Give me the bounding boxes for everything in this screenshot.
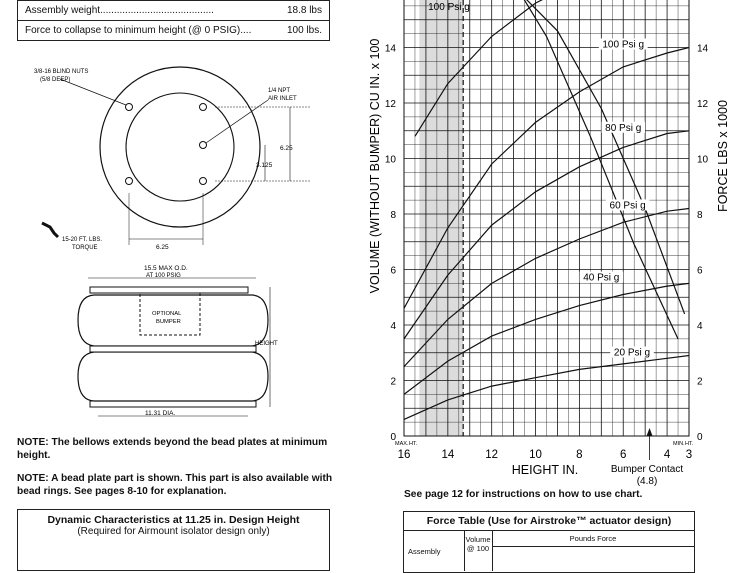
torque-label-2: TORQUE: [72, 245, 98, 251]
bumper-label: BUMPER: [156, 319, 181, 325]
series-label: 20 Psi g: [613, 347, 651, 359]
force-col-volume: [464, 531, 493, 571]
optional-label: OPTIONAL: [152, 311, 182, 317]
dia-label: 11.31 DIA.: [145, 410, 176, 417]
y-tick-label-right: 12: [697, 99, 709, 110]
spec-label: Force to collapse to minimum height (@ 0 PSIG)....: [25, 25, 252, 36]
dim-vertical-label: 6.25: [280, 145, 293, 152]
note-bellows: NOTE: The bellows extends beyond the bead plates at minimum height.: [17, 437, 328, 461]
spec-label: Assembly weight.........................................: [25, 5, 214, 16]
y-axis-right-label: FORCE LBS x 1000: [716, 100, 730, 212]
max-height-label-2: HT.: [409, 441, 418, 447]
y-tick-label-left: 12: [384, 99, 396, 110]
force-table: [403, 511, 695, 573]
y-axis-left-label: VOLUME (WITHOUT BUMPER) CU IN. x 100: [368, 38, 382, 294]
note-bead-plate: NOTE: A bead plate part is shown. This part is also available with bead rings. See pages 8-10 for explanation.: [17, 473, 333, 497]
y-tick-label-left: 4: [390, 321, 396, 332]
force-col-volume-sub: @ 100: [466, 544, 490, 553]
y-tick-label-left: 0: [390, 432, 396, 443]
height-label: HEIGHT: [255, 341, 278, 347]
see-page-note: See page 12 for instructions on how to use chart.: [404, 489, 643, 500]
chart-series-labels: [580, 39, 654, 359]
y-tick-label-left: 10: [384, 154, 396, 166]
bumper-contact-arrowhead: [647, 428, 653, 436]
y-tick-label-left: 14: [384, 43, 396, 55]
bumper-contact-value: (4.8): [636, 476, 658, 487]
x-axis-label: HEIGHT IN.: [511, 463, 579, 477]
y-tick-label-right: 8: [697, 210, 703, 221]
force-table-title: Force Table (Use for Airstroke™ actuator design): [404, 512, 694, 531]
x-tick-label: 3: [685, 449, 693, 461]
max-od-sub-label: AT 100 PSIG: [146, 273, 181, 279]
x-tick-label: 6: [620, 449, 627, 461]
y-tick-label-left: 2: [390, 376, 396, 388]
spec-value: 100 lbs.: [286, 25, 322, 36]
series-label: 100 Psi g: [602, 39, 645, 51]
dynamic-title: Dynamic Characteristics at 11.25 in. Design Height: [47, 514, 300, 526]
dynamic-characteristics-box: [17, 509, 330, 571]
y-tick-label-left: 6: [390, 265, 396, 277]
y-tick-label-right: 2: [697, 376, 703, 388]
shaded-region-label: 100 Psi g: [428, 2, 470, 13]
max-height-label: MAX.: [395, 441, 409, 447]
x-tick-label: 12: [485, 449, 499, 461]
min-height-label-2: HT.: [685, 441, 694, 447]
y-tick-label-right: 10: [697, 154, 709, 166]
x-tick-label: 16: [397, 449, 411, 461]
force-col-assembly-label: Assembly: [408, 547, 441, 556]
min-height-label: MIN.: [673, 441, 685, 447]
dim-offset-label: 3.125: [256, 162, 273, 169]
force-col-volume-label: Volume: [465, 535, 491, 544]
dim-horizontal-label: 6.25: [156, 244, 169, 251]
spec-value: 18.8 lbs: [286, 5, 322, 16]
y-tick-label-right: 4: [697, 321, 703, 332]
y-tick-label-left: 8: [390, 210, 396, 221]
x-tick-label: 14: [441, 449, 455, 461]
x-tick-label: 8: [576, 449, 583, 461]
y-tick-label-right: 6: [697, 265, 703, 277]
blind-nuts-depth-label: (5/8 DEEP): [40, 77, 71, 83]
torque-label: 15-20 FT. LBS.: [62, 237, 103, 243]
force-col-pounds: [492, 531, 694, 547]
dynamic-subtitle: (Required for Airmount isolator design only): [77, 526, 270, 537]
y-tick-label-right: 14: [697, 43, 709, 55]
bumper-contact-label: Bumper Contact: [610, 464, 684, 475]
force-col-assembly: [404, 531, 465, 571]
series-label: 40 Psi g: [583, 272, 620, 284]
max-od-label: 15.5 MAX O.D.: [144, 265, 188, 272]
series-label: 60 Psi g: [609, 200, 646, 212]
y-tick-label-right: 0: [697, 432, 703, 443]
air-inlet-label-2: AIR INLET: [268, 96, 297, 102]
series-label: 80 Psi g: [605, 122, 642, 134]
force-col-pounds-label: Pounds Force: [569, 534, 617, 543]
x-tick-label: 4: [663, 449, 671, 461]
blind-nuts-label: 3/8-16 BLIND NUTS: [34, 69, 89, 75]
air-inlet-label: 1/4 NPT: [268, 88, 291, 94]
x-tick-label: 10: [529, 449, 542, 461]
